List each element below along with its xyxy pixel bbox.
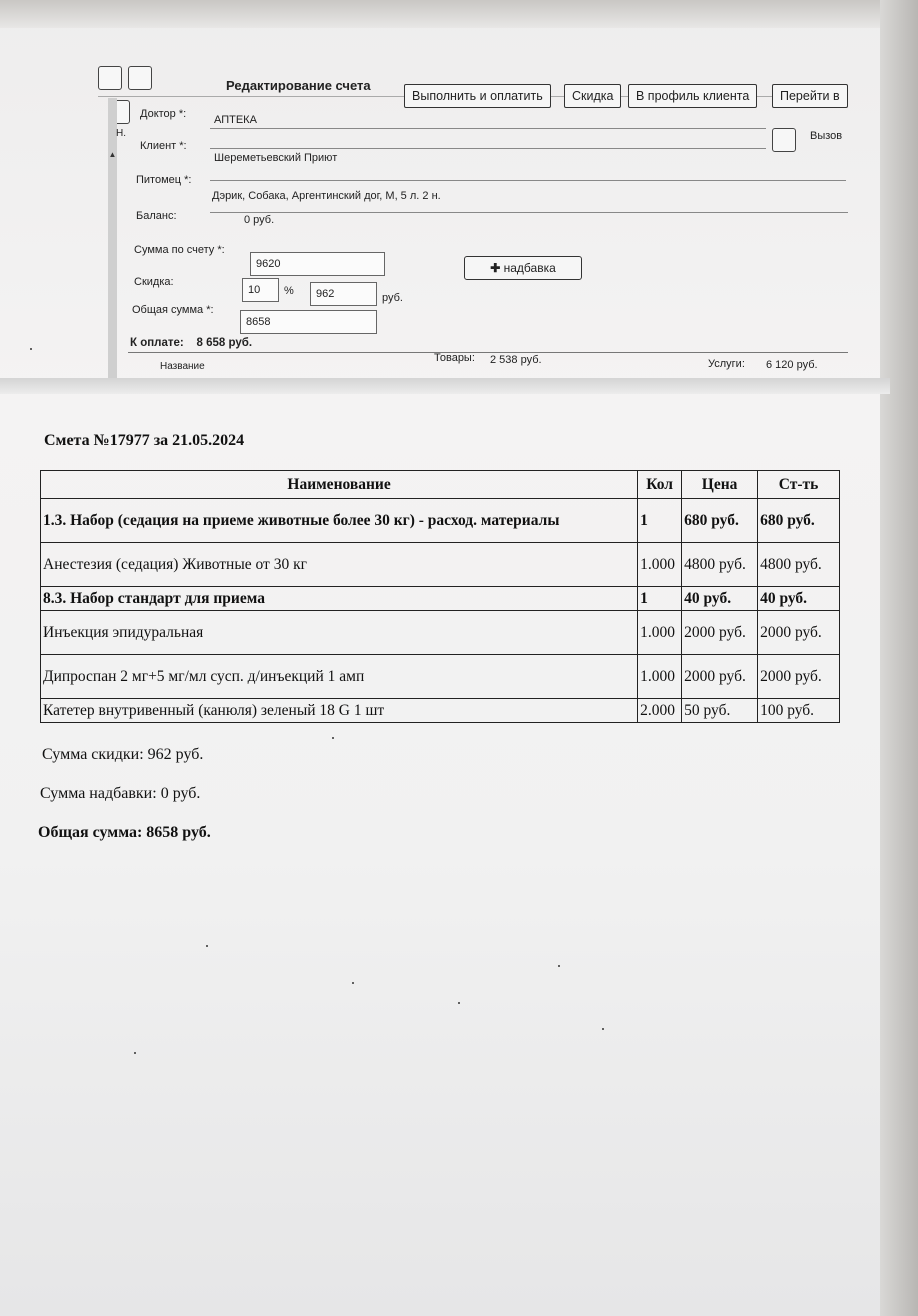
doctor-label: Доктор *: bbox=[140, 108, 187, 120]
grid-col-name[interactable]: Название bbox=[160, 361, 205, 372]
discount-percent-input[interactable]: 10 bbox=[242, 278, 279, 302]
discount-unit: руб. bbox=[382, 292, 403, 304]
table-row bbox=[41, 699, 840, 723]
call-label: Вызов bbox=[810, 130, 843, 142]
col-price-header: Цена bbox=[682, 471, 758, 499]
total-label: Общая сумма *: bbox=[132, 304, 214, 316]
row-cost: 2000 руб. bbox=[758, 655, 840, 699]
to-pay-value: 8 658 руб. bbox=[196, 337, 253, 349]
row-qty: 1 bbox=[638, 499, 682, 543]
table-row bbox=[41, 587, 840, 611]
invoice-sum-label: Сумма по счету *: bbox=[134, 244, 225, 256]
table-header-row bbox=[41, 471, 840, 499]
discount-amount-input[interactable]: 962 bbox=[310, 282, 377, 306]
discount-label: Скидка: bbox=[134, 276, 174, 288]
percent-sign: % bbox=[284, 285, 294, 297]
add-markup-label: надбавка bbox=[503, 261, 556, 275]
plus-icon: ✚ bbox=[490, 261, 504, 275]
row-name: Катетер внутривенный (канюля) зеленый 18 G 1 шт bbox=[41, 699, 638, 723]
speck bbox=[558, 965, 560, 967]
client-value[interactable]: Шереметьевский Приют bbox=[214, 152, 338, 164]
table-row bbox=[41, 655, 840, 699]
row-price: 680 руб. bbox=[682, 499, 758, 543]
speck bbox=[332, 737, 334, 739]
table-row bbox=[41, 611, 840, 655]
row-price: 2000 руб. bbox=[682, 611, 758, 655]
col-name-header: Наименование bbox=[41, 471, 638, 499]
table-row bbox=[41, 499, 840, 543]
services-value: 6 120 руб. bbox=[766, 359, 818, 371]
execute-pay-button[interactable]: Выполнить и оплатить bbox=[404, 84, 551, 108]
speck bbox=[30, 348, 32, 350]
balance-label: Баланс: bbox=[136, 210, 177, 222]
goods-value: 2 538 руб. bbox=[490, 354, 542, 366]
services-label: Услуги: bbox=[708, 358, 745, 370]
estimate-table bbox=[40, 470, 840, 723]
row-cost: 40 руб. bbox=[758, 587, 840, 611]
speck bbox=[206, 945, 208, 947]
row-price: 4800 руб. bbox=[682, 543, 758, 587]
table-row bbox=[41, 543, 840, 587]
row-cost: 100 руб. bbox=[758, 699, 840, 723]
speck bbox=[352, 982, 354, 984]
row-price: 50 руб. bbox=[682, 699, 758, 723]
row-name: 8.3. Набор стандарт для приема bbox=[41, 587, 638, 611]
left-letter: Н. bbox=[116, 128, 126, 139]
row-price: 2000 руб. bbox=[682, 655, 758, 699]
row-cost: 680 руб. bbox=[758, 499, 840, 543]
row-qty: 1.000 bbox=[638, 543, 682, 587]
pet-value[interactable]: Дэрик, Собака, Аргентинский дог, М, 5 л. 2 н. bbox=[212, 190, 441, 202]
row-qty: 1.000 bbox=[638, 611, 682, 655]
speck bbox=[458, 1002, 460, 1004]
row-name: 1.3. Набор (седация на приеме животные более 30 кг) - расход. материалы bbox=[41, 499, 638, 543]
scroll-up-arrow-icon[interactable]: ▲ bbox=[108, 150, 117, 159]
row-name: Анестезия (седация) Животные от 30 кг bbox=[41, 543, 638, 587]
row-qty: 1.000 bbox=[638, 655, 682, 699]
row-price: 40 руб. bbox=[682, 587, 758, 611]
client-label: Клиент *: bbox=[140, 140, 187, 152]
speck bbox=[134, 1052, 136, 1054]
col-qty-header: Кол bbox=[638, 471, 682, 499]
markup-sum: Сумма надбавки: 0 руб. bbox=[40, 785, 201, 802]
row-qty: 1 bbox=[638, 587, 682, 611]
editor-title: Редактирование счета bbox=[226, 78, 371, 93]
goto-button[interactable]: Перейти в bbox=[772, 84, 848, 108]
pet-label: Питомец *: bbox=[136, 174, 192, 186]
goods-label: Товары: bbox=[434, 352, 475, 364]
discount-sum: Сумма скидки: 962 руб. bbox=[42, 746, 204, 763]
to-pay-label: К оплате: bbox=[130, 337, 184, 349]
client-profile-button[interactable]: В профиль клиента bbox=[628, 84, 757, 108]
col-cost-header: Ст-ть bbox=[758, 471, 840, 499]
total-input[interactable]: 8658 bbox=[240, 310, 377, 334]
row-qty: 2.000 bbox=[638, 699, 682, 723]
row-cost: 4800 руб. bbox=[758, 543, 840, 587]
estimate-heading: Смета №17977 за 21.05.2024 bbox=[44, 432, 245, 449]
total-sum: Общая сумма: 8658 руб. bbox=[38, 824, 211, 841]
invoice-sum-input[interactable]: 9620 bbox=[250, 252, 385, 276]
row-name: Инъекция эпидуральная bbox=[41, 611, 638, 655]
doctor-value[interactable]: АПТЕКА bbox=[214, 114, 257, 126]
row-cost: 2000 руб. bbox=[758, 611, 840, 655]
speck bbox=[602, 1028, 604, 1030]
balance-value: 0 руб. bbox=[244, 214, 275, 226]
discount-button[interactable]: Скидка bbox=[564, 84, 621, 108]
row-name: Дипроспан 2 мг+5 мг/мл сусп. д/инъекций 1 амп bbox=[41, 655, 638, 699]
